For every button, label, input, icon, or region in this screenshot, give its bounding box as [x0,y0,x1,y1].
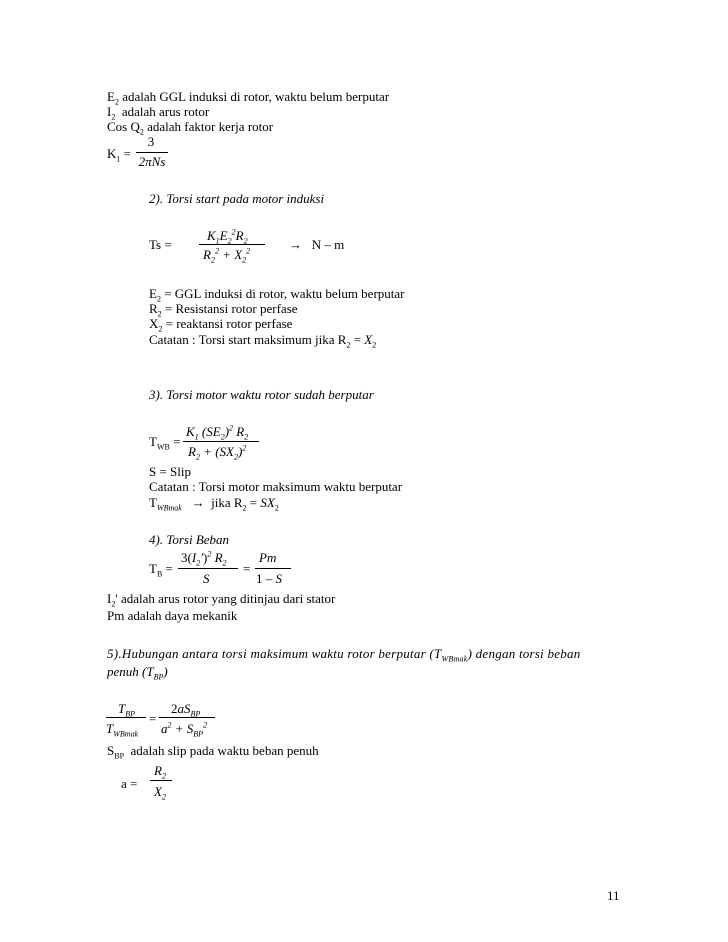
pm-def: Pm adalah daya mekanik [107,608,238,623]
page-number: 11 [607,888,620,903]
section-5-title-line2: penuh $(T_{BP})$ [107,664,168,682]
section-4-title: 4). Torsi Beban [149,532,230,547]
section-3-title: 3). Torsi motor waktu rotor sudah berputar [149,387,374,402]
x2-def: $X_2$ = reaktansi rotor perfase [149,316,293,334]
section-2-title: 2). Torsi start pada motor induksi [149,191,325,206]
twbmak-condition: $T_{WBmak}$ → jika $R_2 = SX_2$ [149,495,279,513]
note-2: Catatan : Torsi start maksimum jika $R_2 = X_2$ [149,332,377,350]
cosq-definition: Cos $Q_2$ adalah faktor kerja rotor [107,119,274,137]
slip-def: S = Slip [149,464,192,479]
note-3: Catatan : Torsi motor maksimum waktu berputar [149,479,403,494]
r2-def: $R_2$ = Resistansi rotor perfase [149,301,298,319]
e2-definition: $E_2$ adalah GGL induksi di rotor, waktu belum berputar [107,89,390,107]
sbp-def: $S_{BP}$ adalah slip pada waktu beban penuh [107,743,319,761]
e2-def-2: $E_2$ = GGL induksi di rotor, waktu belum berputar [149,286,405,304]
i2-prime-def: $I_2'$ adalah arus rotor yang ditinjau dari stator [107,591,336,609]
section-5-title-line1: 5).Hubungan antara torsi maksimum waktu rotor berputar $(T_{WBmak})$ dengan torsi beban [107,646,581,664]
i2-definition: $I_2$ adalah arus rotor [107,104,210,122]
